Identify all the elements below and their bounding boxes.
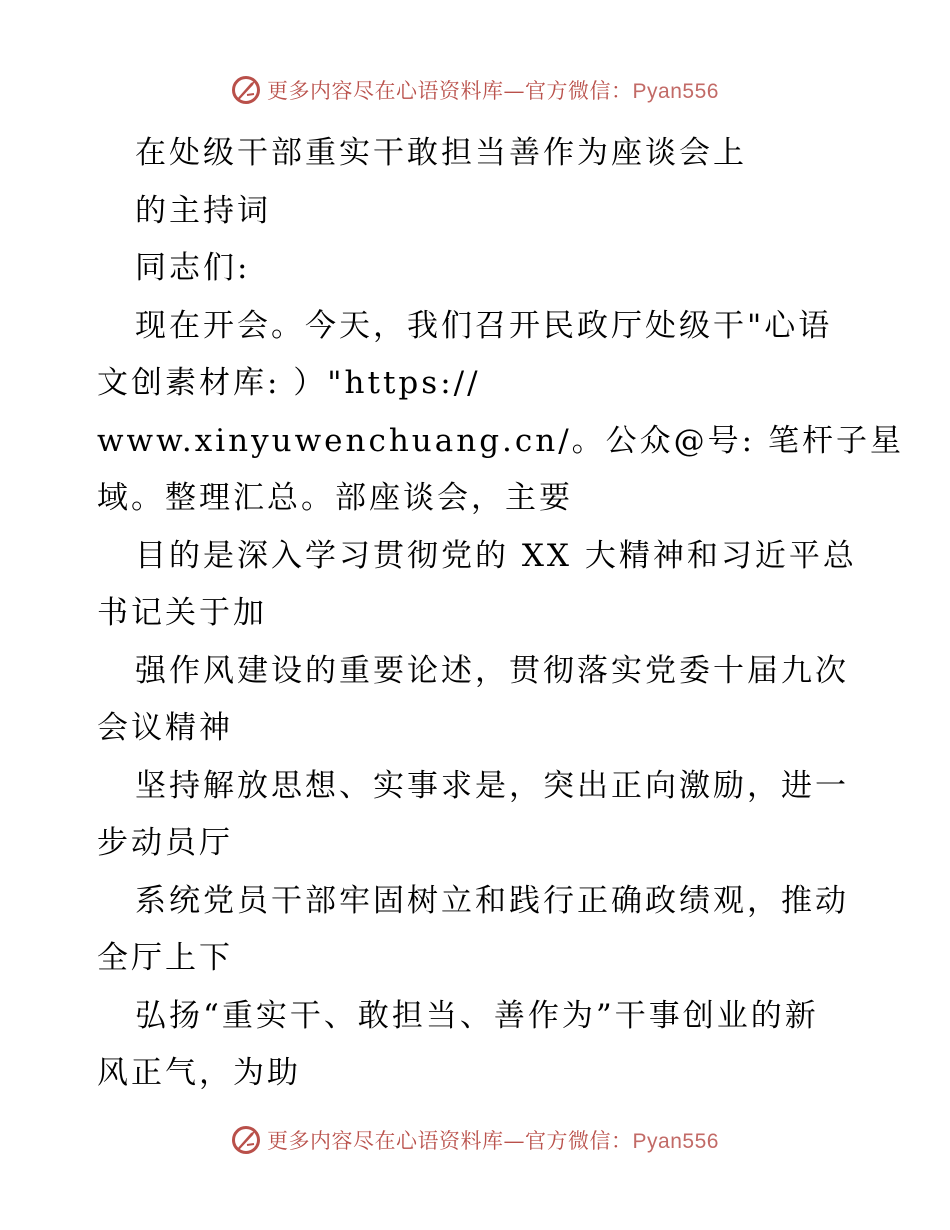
paragraph-line: 步动员厅 bbox=[97, 825, 233, 861]
paragraph-line: 坚持解放思想、实事求是，突出正向激励，进一 bbox=[135, 767, 849, 804]
salutation: 同志们: bbox=[135, 250, 251, 286]
paragraph-line: 全厅上下 bbox=[97, 940, 233, 976]
doc-title-line-2: 的主持词 bbox=[135, 192, 271, 229]
header-watermark-banner bbox=[0, 70, 950, 110]
doc-title-line-1: 在处级干部重实干敢担当善作为座谈会上 bbox=[135, 135, 747, 171]
paragraph-line: 现在开会。今天，我们召开民政厅处级干"心语 bbox=[135, 307, 833, 344]
wechat-account: Pyan556 bbox=[632, 1130, 719, 1153]
paragraph-line: 书记关于加 bbox=[97, 595, 267, 631]
watermark-text: 更多内容尽在心语资料库—官方微信：Pyan556 bbox=[267, 1129, 719, 1153]
paragraph-line: 文创素材库: ）"https:// bbox=[97, 365, 481, 401]
paragraph-line: 域。整理汇总。部座谈会，主要 bbox=[97, 480, 573, 516]
paragraph-line: 风正气，为助 bbox=[97, 1055, 301, 1091]
paragraph-line: 系统党员干部牢固树立和践行正确政绩观，推动 bbox=[135, 882, 849, 919]
footer-watermark-banner bbox=[0, 1120, 950, 1160]
document-body bbox=[97, 125, 904, 1103]
feather-pen-icon bbox=[231, 75, 261, 105]
paragraph-line: www.xinyuwenchuang.cn/。公众@号: 笔杆子星 bbox=[97, 422, 904, 459]
paragraph-line: 强作风建设的重要论述，贯彻落实党委十届九次 bbox=[135, 652, 849, 689]
watermark-text: 更多内容尽在心语资料库—官方微信：Pyan556 bbox=[267, 79, 719, 103]
paragraph-line: 目的是深入学习贯彻党的 XX 大精神和习近平总 bbox=[135, 537, 857, 574]
paragraph-line: 弘扬“重实干、敢担当、善作为”干事创业的新 bbox=[135, 997, 819, 1034]
feather-pen-icon bbox=[231, 1125, 261, 1155]
paragraph-line: 会议精神 bbox=[97, 710, 233, 746]
wechat-account: Pyan556 bbox=[632, 80, 719, 103]
